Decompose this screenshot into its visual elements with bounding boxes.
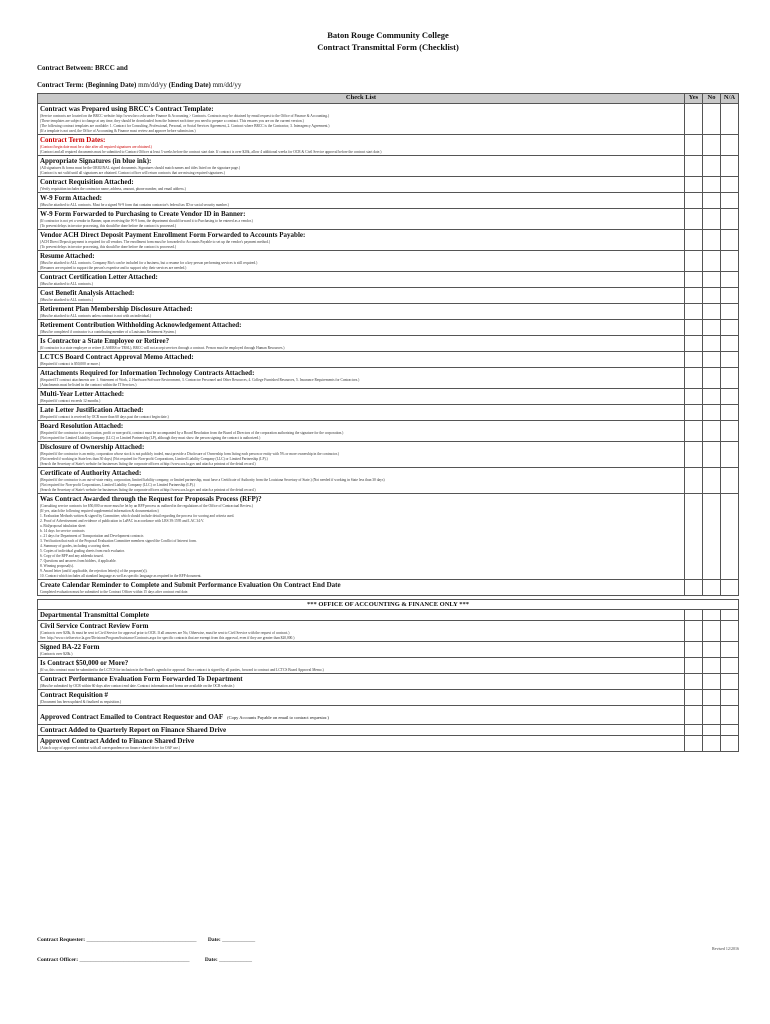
accounting-item-row [38,690,739,706]
checklist-item-title: LCTCS Board Contract Approval Memo Attached: [40,353,194,361]
checklist-item-note: b. 14 days for service contracts [40,529,85,533]
accounting-item-row [38,658,739,674]
checklist-item-no-box[interactable] [703,368,721,389]
checklist-item-note: (Must be attached to ALL contracts. Must be a signed W-9 form that contains contractor's federal tax ID or social security number.) [40,203,229,207]
accounting-item-no-box[interactable] [702,674,720,690]
checklist-item-note: c. 21 days for Department of Transportation and Development contracts [40,534,144,538]
checklist-item-note: (Must be attached to ALL contracts.) [40,282,93,286]
checklist-item-no-box[interactable] [703,251,721,272]
checklist-item-na-box[interactable] [721,352,739,368]
accounting-item-na-box[interactable] [720,658,738,674]
checklist-item-yes-box[interactable] [685,405,703,421]
checklist-item-row [38,468,739,494]
checklist-item-cell [38,156,685,177]
checklist-item-note: (Verify requisition includes the contractor name, address, amount, phone number, and email address.) [40,187,186,191]
checklist-item-yes-box[interactable] [685,352,703,368]
accounting-item-cell [38,706,685,725]
checklist-item-yes-box[interactable] [685,494,703,580]
checklist-item-note: 9. Award letter (and if applicable, the rejection letter(s) of the proposer(s)). [40,569,148,573]
checklist-item-no-box[interactable] [703,580,721,596]
accounting-item-cell [38,621,685,642]
accounting-item-title: Contract Requisition # [40,691,109,699]
checklist-item-title: Attachments Required for Information Technology Contracts Attached: [40,369,255,377]
checklist-item-cell [38,336,685,352]
requester-label: Contract Requester: [37,937,86,943]
checklist-item-no-box[interactable] [703,209,721,230]
checklist-item-note: (Required if the contractor is an entity, corporation whose stock is not publicly traded, must provide a Disclosure of Ownership form listing each person or entity with 5% or more ownership in the contractor.) [40,452,339,456]
checklist-item-no-box[interactable] [703,389,721,405]
col-check-list: Check List [38,94,685,104]
accounting-item-na-box[interactable] [720,674,738,690]
checklist-item-cell [38,494,685,580]
accounting-item-title: Contract Performance Evaluation Form Forwarded To Department [40,675,243,683]
accounting-item-title: Is Contract $50,000 or More? [40,659,129,667]
checklist-item-note: Completed evaluation must be submitted to the Contract Officer within 15 days after contract end date. [40,590,189,594]
checklist-item-na-box[interactable] [721,156,739,177]
checklist-item-title: Certificate of Authority Attached: [40,469,142,477]
accounting-item-na-box[interactable] [720,642,738,658]
accounting-item-no-box[interactable] [702,658,720,674]
accounting-item-row [38,610,739,621]
checklist-item-cell [38,405,685,421]
checklist-item-no-box[interactable] [703,468,721,494]
accounting-item-na-box[interactable] [720,725,738,736]
checklist-item-yes-box[interactable] [685,135,703,156]
requester-signature-row [37,937,255,943]
checklist-item-row [38,251,739,272]
checklist-item-note: (If contractor is not yet a vendor in Banner, upon receiving the W-9 form, the department should forward it to Purchasing to be entered as a vendor.) [40,219,253,223]
checklist-item-cell [38,368,685,389]
accounting-item-na-box[interactable] [720,621,738,642]
college-name: Baton Rouge Community College [327,30,449,40]
checklist-item-yes-box[interactable] [685,193,703,209]
checklist-item-title: Was Contract Awarded through the Request for Proposals Process (RFP)? [40,495,262,503]
checklist-item-note: 8. Winning proposal(s). [40,564,74,568]
checklist-item-row [38,104,739,135]
accounting-item-yes-box[interactable] [684,690,702,706]
accounting-item-row [38,642,739,658]
checklist-item-row [38,230,739,251]
checklist-item-cell [38,304,685,320]
checklist-item-yes-box[interactable] [685,177,703,193]
officer-signature-row [37,957,252,963]
checklist-item-note: (Resumes are required to support the person's expertise and to support why their services are needed.) [40,266,187,270]
accounting-item-title: Contract Added to Quarterly Report on Finance Shared Drive [40,726,227,734]
checklist-item-cell [38,104,685,135]
checklist-item-title: Contract was Prepared using BRCC's Contract Template: [40,105,214,113]
checklist-item-na-box[interactable] [721,272,739,288]
contract-term-label: Contract Term: (Beginning Date) [37,81,137,89]
accounting-item-no-box[interactable] [702,690,720,706]
checklist-item-title: Contract Term Dates: [40,136,106,144]
checklist-item-note: (Not needed if working in State less than 30 days) (Not required for Non-profit Corporations, Limited Liability Company (LLC) or Limited Partnership (LP).) [40,457,268,461]
checklist-item-cell [38,389,685,405]
accounting-item-yes-box[interactable] [684,674,702,690]
checklist-item-yes-box[interactable] [685,468,703,494]
checklist-item-na-box[interactable] [721,304,739,320]
checklist-item-note: (If contractor is a state employee or retiree (LASERS or TRSL), BRCC will not accept services through a contract. Person must be employed through Human Resources.) [40,346,285,350]
accounting-item-title: Departmental Transmittal Complete [40,611,149,619]
checklist-item-yes-box[interactable] [685,368,703,389]
accounting-item-na-box[interactable] [720,610,738,621]
accounting-item-title: Approved Contract Added to Finance Shared Drive [40,737,195,745]
accounting-item-title-note: (Copy Accounts Payable on email to contract requestor.) [227,715,329,720]
checklist-item-title: Appropriate Signatures (in blue ink): [40,157,152,165]
checklist-item-yes-box[interactable] [685,442,703,468]
checklist-item-cell [38,193,685,209]
checklist-item-row [38,421,739,442]
checklist-item-title: W-9 Form Forwarded to Purchasing to Create Vendor ID in Banner: [40,210,246,218]
checklist-item-note: 10. Contract which includes all standard language as well as specific language as required in the RFP document. [40,574,202,578]
checklist-item-no-box[interactable] [703,405,721,421]
term-end-field[interactable]: mm/dd/yy [212,81,242,89]
checklist-item-note: 3. Verification that each of the Proposal Evaluation Committee members signed the Conflict of Interest form. [40,539,197,543]
checklist-item-note: (Required if contract is received by OCR more than 60 days past the contract begin date.) [40,415,169,419]
checklist-item-title: Vendor ACH Direct Deposit Payment Enrollment Form Forwarded to Accounts Payable: [40,231,306,239]
checklist-item-cell [38,272,685,288]
checklist-item-note: (Contract and all required documents must be submitted to Contract Officer at least 3 weeks before the contract start date. If contract is over $20k, allow 4 additional weeks for OCR & Civil Service approval before the contract start date.) [40,150,382,154]
accounting-item-no-box[interactable] [702,642,720,658]
checklist-item-title: Resume Attached: [40,252,95,260]
checklist-item-no-box[interactable] [703,304,721,320]
contract-term-row [37,80,739,90]
checklist-item-cell [38,209,685,230]
checklist-item-note: (Attachments must be listed in the contract within the IT Services.) [40,383,137,387]
col-yes: Yes [685,94,703,104]
contract-between-row [37,63,739,73]
checklist-item-na-box[interactable] [721,288,739,304]
checklist-item-na-box[interactable] [721,177,739,193]
requester-line[interactable]: ________________________________________ [86,937,197,943]
accounting-section-title: *** OFFICE OF ACCOUNTING & FINANCE ONLY *** [38,600,739,610]
checklist-item-cell [38,288,685,304]
checklist-item-cell [38,468,685,494]
checklist-item-cell [38,580,685,596]
accounting-item-title: Civil Service Contract Review Form [40,622,149,630]
checklist-item-note: (Required if the contractor is an out-of-state entity, corporation, limited liability company, or limited partnership, must have a Certificate of Authority from the Louisiana Secretary of State.) (Not needed if working in State less than 30 days) [40,478,385,482]
accounting-item-note: (Contracts over $20k.) [40,652,73,656]
accounting-item-cell [38,690,685,706]
checklist-item-no-box[interactable] [703,320,721,336]
checklist-item-row [38,580,739,596]
accounting-item-yes-box[interactable] [684,658,702,674]
checklist-item-note: 7. Questions and answers from bidders, if applicable. [40,559,117,563]
checklist-item-na-box[interactable] [721,193,739,209]
contract-between-label: Contract Between: [37,64,94,72]
checklist-item-title: W-9 Form Attached: [40,194,102,202]
checklist-item-na-box[interactable] [721,251,739,272]
checklist-item-note: (Must be completed if contractor is a contributing member of a Louisiana Retirement System.) [40,330,177,334]
checklist-item-title: Contract Requisition Attached: [40,178,134,186]
officer-line[interactable]: ________________________________________ [79,957,190,963]
checklist-item-cell [38,251,685,272]
officer-label: Contract Officer: [37,957,79,963]
checklist-item-note: (If a template is not used, the Office of Accounting & Finance must review and approve before submission.) [40,129,196,133]
checklist-item-row [38,405,739,421]
accounting-item-cell [38,736,685,752]
accounting-item-yes-box[interactable] [684,725,702,736]
checklist-item-na-box[interactable] [721,336,739,352]
accounting-item-yes-box[interactable] [684,642,702,658]
checklist-item-row [38,368,739,389]
checklist-item-note: (Contract begin date must be a date after all required signatures are obtained.) [40,145,152,149]
revised-date: Revised 12/2016 [712,946,739,951]
checklist-item-na-box[interactable] [721,421,739,442]
requester-date-label: Date: [207,937,221,943]
col-na: N/A [721,94,739,104]
checklist-item-row [38,272,739,288]
checklist-item-row [38,389,739,405]
checklist-item-note: (To prevent delays in invoice processing, this should be done before the contract is processed.) [40,224,177,228]
checklist-item-title: Board Resolution Attached: [40,422,124,430]
accounting-item-no-box[interactable] [702,725,720,736]
checklist-item-title: Is Contractor a State Employee or Retiree? [40,337,170,345]
checklist-item-note: 2. Proof of Advertisement and evidence of publication in LaPAC in accordance with LRS 39:1595 and LAC 34:V. [40,519,204,523]
checklist-item-no-box[interactable] [703,352,721,368]
checklist-item-no-box[interactable] [703,336,721,352]
officer-date-label: Date: [204,957,218,963]
checklist-item-note: (Must be attached to ALL contracts.) [40,298,93,302]
col-no: No [703,94,721,104]
term-end-label: (Ending Date) [168,81,211,89]
checklist-item-note: (Contract is not valid until all signatures are obtained. Contract officer will return contracts that are missing required signatures.) [40,171,225,175]
checklist-item-note: (ACH Direct Deposit payment is required for all vendors. The enrollment form must be forwarded to Accounts Payable to set up the vendor's payment method.) [40,240,271,244]
checklist-item-yes-box[interactable] [685,104,703,135]
checklist-item-cell [38,177,685,193]
accounting-item-cell [38,658,685,674]
checklist-item-note: (Required if contract exceeds 12 months.) [40,399,101,403]
checklist-item-note: 6. Copy of the RFP and any addenda issued. [40,554,104,558]
checklist-item-no-box[interactable] [703,421,721,442]
checklist-item-note: (Consulting service contracts for $50,000 or more must be let by an RFP process as outlined in the regulations of the Office of Contractual Review.) [40,504,253,508]
checklist-item-title: Cost Benefit Analysis Attached: [40,289,135,297]
checklist-item-row [38,156,739,177]
accounting-item-yes-box[interactable] [684,610,702,621]
accounting-item-note: See: http://www.civilservice.la.gov/Divisions/ProgramAssistance/Contracts.aspx for specific contracts that are exempt from this approval, even if they are greater than $20,000.) [40,636,295,640]
checklist-item-no-box[interactable] [703,177,721,193]
checklist-item-note: 4. Summary of grades, including a scoring sheet. [40,544,111,548]
checklist-item-row [38,442,739,468]
accounting-item-yes-box[interactable] [684,706,702,725]
checklist-item-no-box[interactable] [703,156,721,177]
accounting-item-note: (Must be submitted by OCR within 60 days after contract end date. Contract information and forms are available on the OCR website.) [40,684,235,688]
accounting-item-no-box[interactable] [702,706,720,725]
checklist-item-title: Disclosure of Ownership Attached: [40,443,145,451]
checklist-item-na-box[interactable] [721,405,739,421]
checklist-item-row [38,494,739,580]
accounting-item-note: (If so, this contract must be submitted to the LCTCS for inclusion in the Board's agenda for approval. Once contract is signed by all parties, forward to contract and LCTCS Board Approval Memo.) [40,668,324,672]
checklist-item-note: (Not required for Limited Liability Company (LLC) or Limited Partnership (LP), although they must show the person signing the contract is authorized.) [40,436,261,440]
form-page [37,0,739,752]
checklist-item-yes-box[interactable] [685,209,703,230]
checklist-item-no-box[interactable] [703,442,721,468]
checklist-item-note: (If yes, attach the following required supplemental information & documentation:) [40,509,159,513]
accounting-item-yes-box[interactable] [684,621,702,642]
accounting-item-row [38,621,739,642]
checklist-item-na-box[interactable] [721,368,739,389]
accounting-item-cell [38,610,685,621]
checklist-item-title: Multi-Year Letter Attached: [40,390,125,398]
accounting-item-no-box[interactable] [702,621,720,642]
checklist-item-row [38,320,739,336]
accounting-item-cell [38,674,685,690]
checklist-item-yes-box[interactable] [685,156,703,177]
checklist-item-title: Retirement Contribution Withholding Acknowledgement Attached: [40,321,242,329]
checklist-item-no-box[interactable] [703,230,721,251]
checklist-item-na-box[interactable] [721,209,739,230]
checklist-item-title: Create Calendar Reminder to Complete and Submit Performance Evaluation On Contract End Date [40,581,341,589]
accounting-item-title: Signed BA-22 Form [40,643,100,651]
checklist-item-row [38,304,739,320]
checklist-item-row [38,177,739,193]
checklist-item-na-box[interactable] [721,389,739,405]
checklist-item-no-box[interactable] [703,288,721,304]
accounting-item-na-box[interactable] [720,706,738,725]
checklist-item-row [38,336,739,352]
checklist-item-note: (Must be attached to ALL contracts. Company Bio's can be included for a business, but a resume for a key person performing services is still required.) [40,261,258,265]
checklist-item-note: (Not required for Non-profit Corporations, Limited Liability Company (LLC) or Limited Partnership (LP).) [40,483,195,487]
checklist-item-yes-box[interactable] [685,304,703,320]
accounting-item-row [38,706,739,725]
accounting-item-cell [38,725,685,736]
checklist-item-note: (Search the Secretary of State's website for businesses listing the corporate officers at http://www.sos.la.gov and attach a printout of the detail record.) [40,462,256,466]
checklist-item-na-box[interactable] [721,104,739,135]
checklist-item-yes-box[interactable] [685,389,703,405]
checklist-item-note: (Search the Secretary of State's website for businesses listing the corporate officers at http://www.sos.la.gov and attach a printout of the detail record.) [40,488,256,492]
checklist-item-na-box[interactable] [721,135,739,156]
checklist-item-yes-box[interactable] [685,336,703,352]
checklist-item-note: (To prevent delays in invoice processing, this should be done before the contract is processed.) [40,245,177,249]
checklist-item-na-box[interactable] [721,580,739,596]
checklist-item-title: Contract Certification Letter Attached: [40,273,158,281]
checklist-item-no-box[interactable] [703,193,721,209]
checklist-item-cell [38,135,685,156]
checklist-item-cell [38,421,685,442]
requester-date-line[interactable]: ____________ [222,937,256,943]
checklist-item-yes-box[interactable] [685,230,703,251]
checklist-item-na-box[interactable] [721,230,739,251]
checklist-item-na-box[interactable] [721,468,739,494]
checklist-item-row [38,352,739,368]
checklist-item-note: (These templates are subject to change at any time, they should be downloaded from the Internet each time you need to prepare a contract. This ensures you are on the current version.) [40,119,304,123]
accounting-item-no-box[interactable] [702,610,720,621]
checklist-item-na-box[interactable] [721,494,739,580]
checklist-item-yes-box[interactable] [685,251,703,272]
checklist-item-note: (Required IT contract attachments are: 1. Statement of Work, 2. Hardware/Software Environment, 3. Contractor Personnel and Other Resources, 4. College Furnished Resources, 5. Insurance Requirements for Contractors.) [40,378,360,382]
accounting-item-note: (Attach copy of approved contract with all correspondence on finance shared drive for OAF use.) [40,746,181,750]
checklist-item-note: (Must be attached to ALL contracts unless contract is not with an individual.) [40,314,152,318]
accounting-item-note: (Document has been updated & finalized as requisition.) [40,700,122,704]
form-title: Contract Transmittal Form (Checklist) [317,42,459,52]
checklist-item-no-box[interactable] [703,494,721,580]
checklist-item-note: a. Bid/proposal tabulation sheet [40,524,86,528]
accounting-body [38,600,739,752]
checklist-item-no-box[interactable] [703,104,721,135]
officer-date-line[interactable]: ____________ [219,957,253,963]
checklist-item-cell [38,320,685,336]
checklist-item-cell [38,352,685,368]
checklist-item-title: Late Letter Justification Attached: [40,406,144,414]
accounting-item-row [38,736,739,752]
checklist-item-no-box[interactable] [703,272,721,288]
accounting-table [37,599,739,752]
checklist-item-row [38,135,739,156]
contract-between-value[interactable]: BRCC and [94,64,128,72]
accounting-item-na-box[interactable] [720,736,738,752]
checklist-item-no-box[interactable] [703,135,721,156]
checklist-body [38,104,739,596]
checklist-item-yes-box[interactable] [685,421,703,442]
checklist-item-yes-box[interactable] [685,288,703,304]
checklist-item-row [38,193,739,209]
checklist-item-row [38,288,739,304]
checklist-item-note: (Required if the contractor is a corporation, profit or non-profit, contract must be accompanied by a Board Resolution from the Board of Directors of the corporation authorizing the signature for the corporation.) [40,431,344,435]
checklist-item-note: 1. Evaluation Methods written & signed by Committee; which should include detail regarding the process for scoring and criteria used. [40,514,235,518]
checklist-item-yes-box[interactable] [685,320,703,336]
accounting-item-row [38,725,739,736]
accounting-item-title: Approved Contract Emailed to Contract Requestor and OAF [40,713,224,721]
checklist-item-na-box[interactable] [721,320,739,336]
checklist-item-title: Retirement Plan Membership Disclosure Attached: [40,305,193,313]
checklist-table [37,93,739,596]
accounting-item-note: (Contracts over $20k, & must be sent to Civil Service for approval prior to OCR. If all answers are No, Otherwise, must be sent to Civil Service with the request of contract.) [40,631,290,635]
checklist-item-note: (Required if contract is $50,000 or more.) [40,362,101,366]
accounting-item-na-box[interactable] [720,690,738,706]
checklist-item-note: (The following contract templates are available: 1. Contract for Consulting, Professional, Personal, or Social Services Agreement, 2. Contract where BRCC is the Contractor, 3. Interagency Agreement.) [40,124,330,128]
checklist-item-yes-box[interactable] [685,580,703,596]
checklist-item-yes-box[interactable] [685,272,703,288]
checklist-item-note: (Service contracts are located on the BRCC website: http://www.brcc.edu under Finance & Accounting > Contracts. Contracts may be obtained by email request to the Office of Finance & Accounting.) [40,114,330,118]
accounting-item-row [38,674,739,690]
accounting-item-cell [38,642,685,658]
term-begin-field[interactable]: mm/dd/yy [138,81,167,89]
checklist-item-cell [38,230,685,251]
checklist-item-row [38,209,739,230]
accounting-item-no-box[interactable] [702,736,720,752]
checklist-item-cell [38,442,685,468]
checklist-item-note: (All signatures & forms must be the ORIGINAL signed documents. Signatures should match names and titles listed on the signature page.) [40,166,241,170]
accounting-item-yes-box[interactable] [684,736,702,752]
checklist-item-note: 5. Copies of individual grading sheets from each evaluator. [40,549,125,553]
checklist-item-na-box[interactable] [721,442,739,468]
